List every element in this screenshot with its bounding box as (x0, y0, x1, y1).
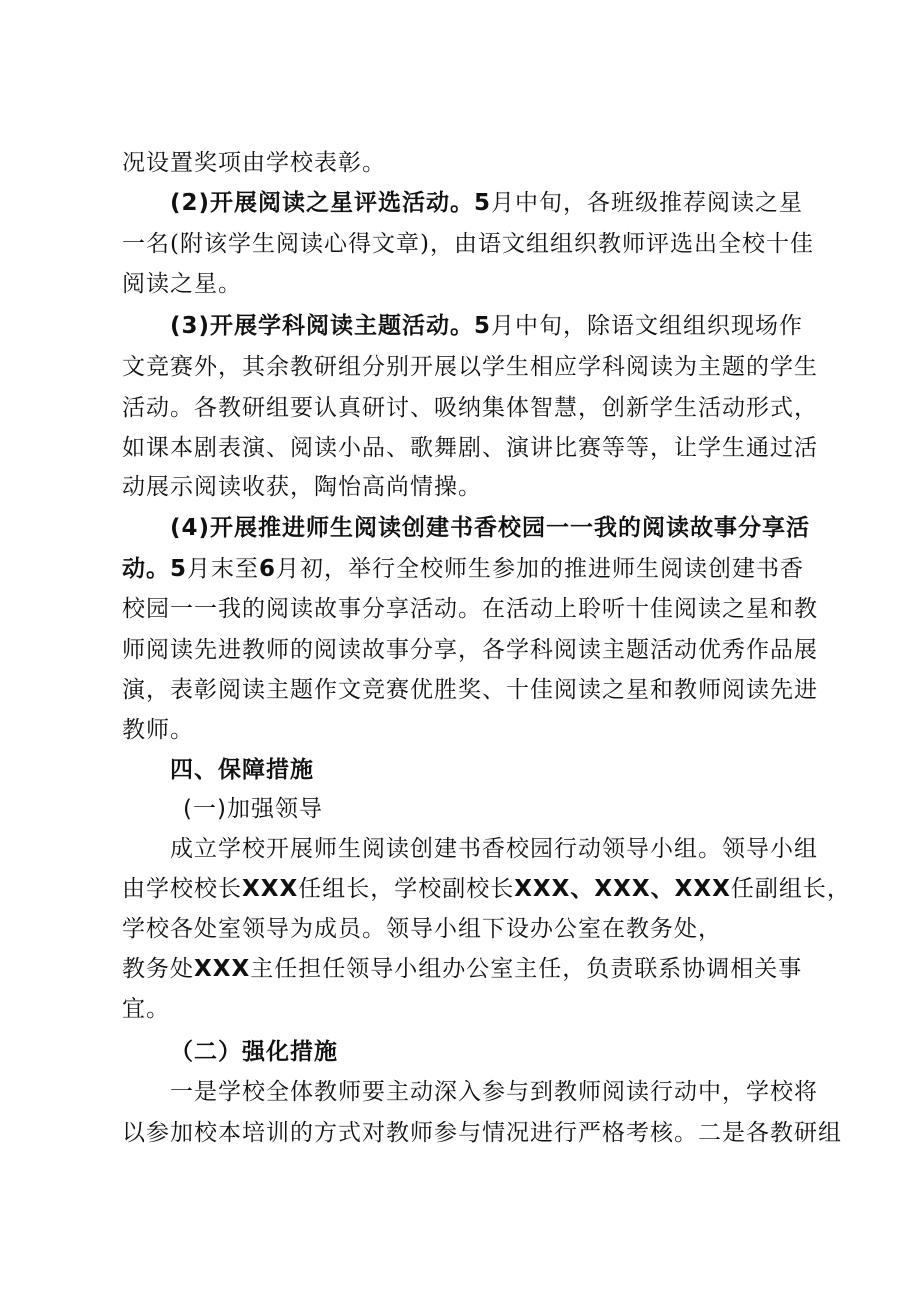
paragraph-line: 学校各处室领导为成员。领导小组下设办公室在教务处， (122, 916, 722, 942)
paragraph-line: 动展示阅读收获，陶怡高尚情操。 (122, 474, 482, 500)
paragraph-line: 教务处XXX主任担任领导小组办公室主任，负责联系协调相关事 (122, 956, 803, 982)
paragraph-line: 阅读之星。 (122, 271, 242, 297)
item-4-title-line-2: 动。5月末至6月初，举行全校师生参加的推进师生阅读创建书香 (122, 556, 805, 582)
paragraph-line: 宜。 (122, 996, 170, 1022)
paragraph-line: 成立学校开展师生阅读创建书香校园行动领导小组。领导小组 (170, 836, 818, 862)
paragraph-line: 教师。 (122, 717, 194, 743)
paragraph-line: 演，表彰阅读主题作文竞赛优胜奖、十佳阅读之星和教师阅读先进 (122, 677, 818, 703)
item-2-title-line: (2)开展阅读之星评选活动。5月中旬，各班级推荐阅读之星 (170, 190, 804, 216)
paragraph-line: 活动。各教研组要认真研讨、吸纳集体智慧，创新学生活动形式， (122, 395, 818, 421)
item-4-title-line: (4)开展推进师生阅读创建书香校园一一我的阅读故事分享活 (170, 515, 811, 541)
paragraph-line: 如课本剧表演、阅读小品、歌舞剧、演讲比赛等等，让学生通过活 (122, 435, 818, 461)
paragraph-line: 文竞赛外，其余教研组分别开展以学生相应学科阅读为主题的学生 (122, 354, 818, 380)
paragraph-line: 一名(附该学生阅读心得文章)，由语文组组织教师评选出全校十佳 (122, 231, 814, 257)
item-3-title-line: (3)开展学科阅读主题活动。5月中旬，除语文组组织现场作 (170, 313, 804, 339)
paragraph-line: 况设置奖项由学校表彰。 (122, 150, 386, 176)
subsection-heading: (一)加强领导 (183, 796, 323, 822)
subsection-heading: （二）强化措施 (170, 1039, 338, 1065)
paragraph-line: 师阅读先进教师的阅读故事分享，各学科阅读主题活动优秀作品展 (122, 637, 818, 663)
paragraph-line: 一是学校全体教师要主动深入参与到教师阅读行动中，学校将 (170, 1079, 818, 1105)
paragraph-line: 以参加校本培训的方式对教师参与情况进行严格考核。二是各教研组 (122, 1120, 842, 1146)
paragraph-line: 由学校校长XXX任组长，学校副校长XXX、XXX、XXX任副组长， (122, 876, 851, 902)
section-heading: 四、保障措施 (170, 757, 314, 783)
paragraph-line: 校园一一我的阅读故事分享活动。在活动上聆听十佳阅读之星和教 (122, 596, 818, 622)
